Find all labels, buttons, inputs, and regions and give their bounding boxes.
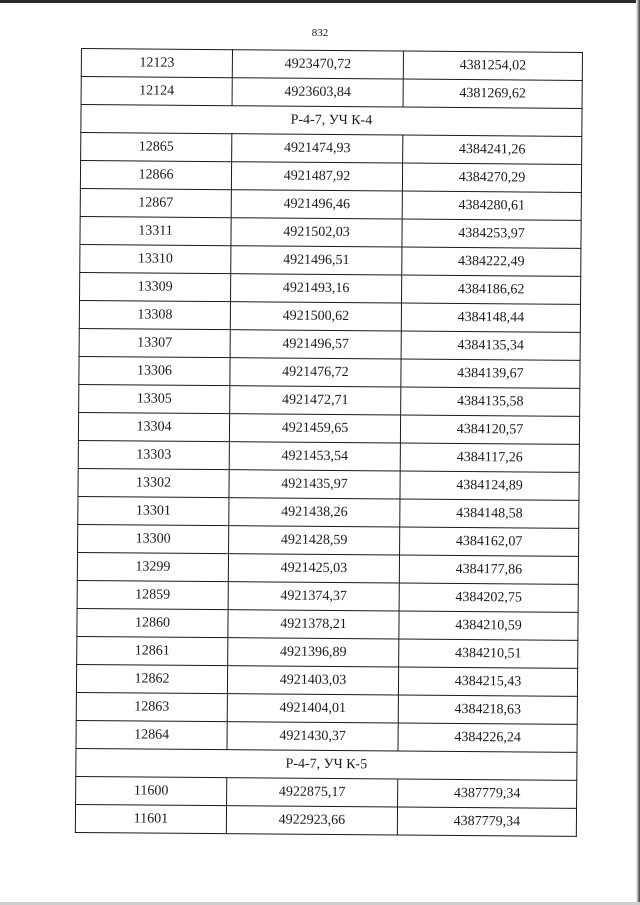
point-number-cell: 13311 xyxy=(80,216,231,245)
point-number-cell: 13305 xyxy=(79,384,230,413)
x-coordinate-cell: 4921496,46 xyxy=(231,190,402,219)
point-number-cell: 12863 xyxy=(76,692,227,721)
x-coordinate-cell: 4921487,92 xyxy=(231,162,402,191)
y-coordinate-cell: 4384139,67 xyxy=(401,359,580,388)
x-coordinate-cell: 4921500,62 xyxy=(230,302,401,331)
y-coordinate-cell: 4384210,59 xyxy=(399,611,578,640)
point-number-cell: 13308 xyxy=(79,300,230,329)
point-number-cell: 12861 xyxy=(77,636,228,665)
y-coordinate-cell: 4384280,61 xyxy=(402,191,581,220)
table-row xyxy=(76,720,577,752)
point-number-cell: 12124 xyxy=(81,77,232,106)
y-coordinate-cell: 4384177,86 xyxy=(399,555,578,584)
x-coordinate-cell: 4923603,84 xyxy=(232,78,403,107)
point-number-cell: 11601 xyxy=(75,804,226,833)
point-number-cell: 13306 xyxy=(79,356,230,385)
x-coordinate-cell: 4921453,54 xyxy=(229,442,400,471)
point-number-cell: 13304 xyxy=(78,412,229,441)
table-row xyxy=(78,524,579,556)
table-row xyxy=(79,384,580,416)
point-number-cell: 13300 xyxy=(78,524,229,553)
table-row xyxy=(76,692,577,724)
point-number-cell: 12865 xyxy=(81,133,232,162)
point-number-cell: 12859 xyxy=(77,580,228,609)
point-number-cell: 13301 xyxy=(78,496,229,525)
y-coordinate-cell: 4387779,34 xyxy=(398,779,577,808)
x-coordinate-cell: 4921425,03 xyxy=(228,554,399,583)
y-coordinate-cell: 4387779,34 xyxy=(397,807,576,836)
y-coordinate-cell: 4384162,07 xyxy=(400,527,579,556)
x-coordinate-cell: 4921496,51 xyxy=(231,246,402,275)
y-coordinate-cell: 4384148,58 xyxy=(400,499,579,528)
y-coordinate-cell: 4384270,29 xyxy=(402,163,581,192)
x-coordinate-cell: 4922923,66 xyxy=(226,806,397,835)
x-coordinate-cell: 4921403,03 xyxy=(227,666,398,695)
page-number: 832 xyxy=(311,27,329,39)
table-row xyxy=(75,804,576,836)
table-row xyxy=(77,552,578,584)
x-coordinate-cell: 4921428,59 xyxy=(229,526,400,555)
table-row xyxy=(78,440,579,472)
table-row xyxy=(81,77,582,109)
y-coordinate-cell: 4384210,51 xyxy=(399,639,578,668)
x-coordinate-cell: 4921404,01 xyxy=(227,694,398,723)
x-coordinate-cell: 4921459,65 xyxy=(229,414,400,443)
table-row xyxy=(78,412,579,444)
y-coordinate-cell: 4384215,43 xyxy=(398,667,577,696)
table-row xyxy=(77,608,578,640)
table-row xyxy=(79,356,580,388)
x-coordinate-cell: 4921496,57 xyxy=(230,330,401,359)
y-coordinate-cell: 4384120,57 xyxy=(400,415,579,444)
table-row xyxy=(80,161,581,193)
x-coordinate-cell: 4923470,72 xyxy=(232,50,403,79)
y-coordinate-cell: 4384222,49 xyxy=(402,247,581,276)
table-row xyxy=(79,300,580,332)
x-coordinate-cell: 4921378,21 xyxy=(228,610,399,639)
scan-edge-right xyxy=(636,0,640,905)
y-coordinate-cell: 4384186,62 xyxy=(402,275,581,304)
point-number-cell: 13307 xyxy=(79,328,230,357)
point-number-cell: 11600 xyxy=(76,776,227,805)
y-coordinate-cell: 4384241,26 xyxy=(403,135,582,164)
point-number-cell: 13309 xyxy=(80,272,231,301)
table-row xyxy=(78,496,579,528)
x-coordinate-cell: 4921476,72 xyxy=(230,358,401,387)
section-header-row xyxy=(76,748,577,780)
y-coordinate-cell: 4384117,26 xyxy=(400,443,579,472)
x-coordinate-cell: 4921396,89 xyxy=(228,638,399,667)
section-title: Р-4-7, УЧ К-4 xyxy=(81,105,582,137)
x-coordinate-cell: 4921430,37 xyxy=(227,722,398,751)
table-row xyxy=(77,580,578,612)
table-row xyxy=(76,776,577,808)
x-coordinate-cell: 4921435,97 xyxy=(229,470,400,499)
table-row xyxy=(76,664,577,696)
section-title: Р-4-7, УЧ К-5 xyxy=(76,748,577,780)
x-coordinate-cell: 4921374,37 xyxy=(228,582,399,611)
y-coordinate-cell: 4384135,34 xyxy=(401,331,580,360)
table-row xyxy=(81,133,582,165)
point-number-cell: 12864 xyxy=(76,720,227,749)
table-row xyxy=(81,49,582,81)
point-number-cell: 13302 xyxy=(78,468,229,497)
table-row xyxy=(80,272,581,304)
point-number-cell: 12123 xyxy=(81,49,232,78)
x-coordinate-cell: 4921438,26 xyxy=(229,498,400,527)
section-header-row xyxy=(81,105,582,137)
point-number-cell: 12860 xyxy=(77,608,228,637)
y-coordinate-cell: 4384253,97 xyxy=(402,219,581,248)
y-coordinate-cell: 4384202,75 xyxy=(399,583,578,612)
x-coordinate-cell: 4921502,03 xyxy=(231,218,402,247)
x-coordinate-cell: 4921493,16 xyxy=(231,274,402,303)
x-coordinate-cell: 4921472,71 xyxy=(230,386,401,415)
y-coordinate-cell: 4384124,89 xyxy=(400,471,579,500)
point-number-cell: 13299 xyxy=(77,552,228,581)
point-number-cell: 13310 xyxy=(80,244,231,273)
y-coordinate-cell: 4381269,62 xyxy=(403,79,582,108)
y-coordinate-cell: 4384226,24 xyxy=(398,723,577,752)
x-coordinate-cell: 4922875,17 xyxy=(227,778,398,807)
point-number-cell: 12867 xyxy=(80,188,231,217)
table-row xyxy=(80,244,581,276)
y-coordinate-cell: 4384135,58 xyxy=(401,387,580,416)
y-coordinate-cell: 4384218,63 xyxy=(398,695,577,724)
y-coordinate-cell: 4384148,44 xyxy=(401,303,580,332)
x-coordinate-cell: 4921474,93 xyxy=(232,134,403,163)
coordinates-table xyxy=(75,48,583,837)
table-row xyxy=(77,636,578,668)
coordinates-table-body xyxy=(75,49,582,837)
table-row xyxy=(80,188,581,220)
scan-edge-top xyxy=(0,0,640,3)
table-row xyxy=(78,468,579,500)
table-row xyxy=(79,328,580,360)
point-number-cell: 12866 xyxy=(80,161,231,190)
point-number-cell: 13303 xyxy=(78,440,229,469)
point-number-cell: 12862 xyxy=(76,664,227,693)
y-coordinate-cell: 4381254,02 xyxy=(403,51,582,80)
table-row xyxy=(80,216,581,248)
